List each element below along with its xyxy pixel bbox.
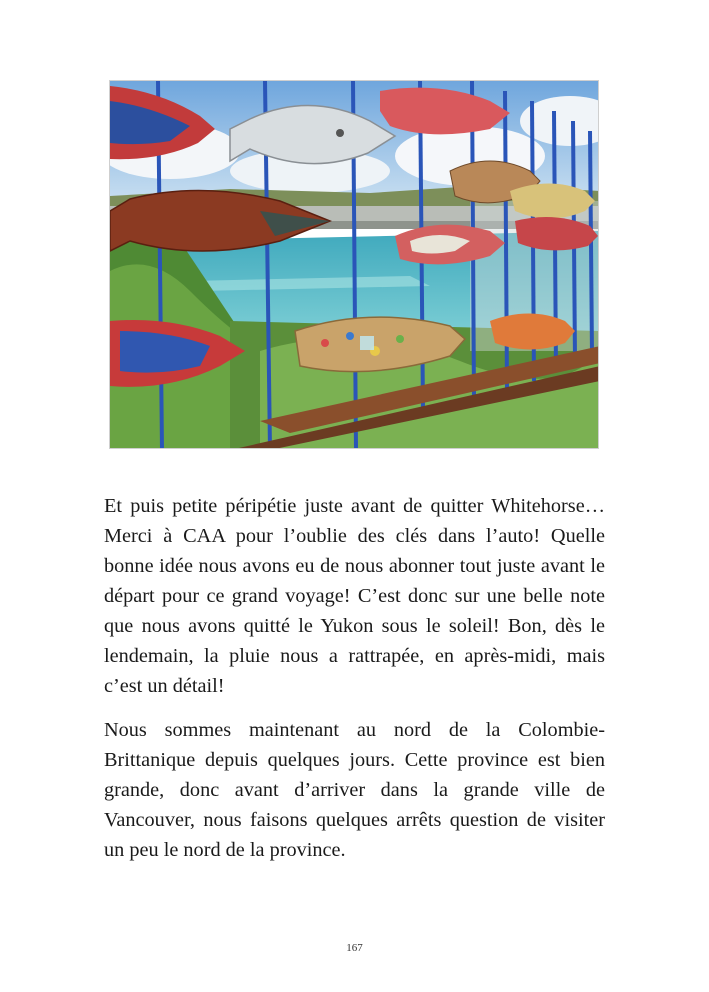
body-text xyxy=(104,491,605,879)
page-number: 167 xyxy=(346,942,363,954)
paragraph: Et puis petite péripétie juste avant de quitter Whitehorse… Merci à CAA pour l’oublie des clés dans l’auto! Quelle bonne idée nous avons eu de nous abonner tout juste avant le départ pour ce grand voyage! C’est donc sur une belle note que nous avons quitté le Yukon sous le soleil! Bon, dès le lendemain, la pluie nous a rattrapée, en après-midi, mais c’est un détail! xyxy=(104,495,605,697)
paragraph: Nous sommes maintenant au nord de la Colombie-Brittanique depuis quelques jours. Cette province est bien grande, donc avant d’arriver dans la grande ville de Vancouver, nous faisons quelques arrêts question de visiter un peu le nord de la province. xyxy=(104,719,605,861)
fish-art-photo xyxy=(109,80,599,449)
fish-sculptures-image xyxy=(110,81,599,449)
